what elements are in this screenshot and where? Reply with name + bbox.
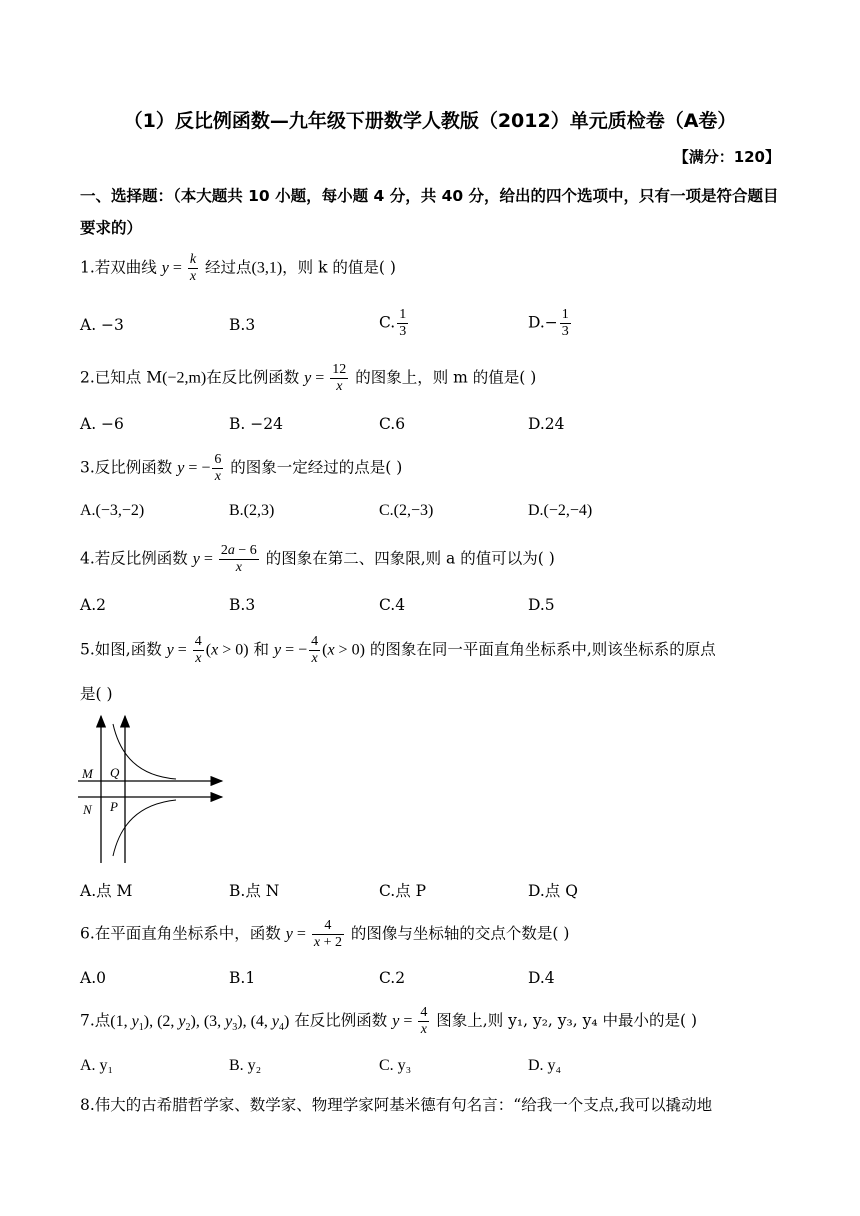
q5-option-a[interactable]: A.点 M xyxy=(80,882,133,900)
q7-option-d[interactable]: D. y₄ xyxy=(528,1057,562,1074)
q3-option-d[interactable]: D.(−2,−4) xyxy=(528,502,593,519)
question-1: 1.若双曲线 y = $\frac{k}{x}$ 经过点(3,1)，则 k 的值是( ) xyxy=(80,252,396,284)
question-6: 6.在平面直角坐标系中，函数 y = $\frac{4}{x + 2}$ 的图像与坐标轴的交点个数是( ) xyxy=(80,918,570,950)
q7-option-a[interactable]: A. y₁ xyxy=(80,1057,114,1074)
q1-option-c[interactable]: C. $\frac{1}{3}$ xyxy=(379,307,407,339)
q4-option-a[interactable]: A.2 xyxy=(80,596,106,614)
label-p: P xyxy=(110,799,118,814)
q4-option-b[interactable]: B.3 xyxy=(229,596,256,614)
q2-option-c[interactable]: C.6 xyxy=(379,415,406,433)
q2-option-b[interactable]: B. −24 xyxy=(229,415,283,433)
q7-option-b[interactable]: B. y₂ xyxy=(229,1057,262,1074)
question-7: 7.点(1, $y_1$), (2, $y_2$), (3, $y_3$), (4, $y_4$) 在反比例函数 y = $\frac{4}{x}$ 图象上,则 y₁, y₂, y₃, y₄ 中最小的是( ) xyxy=(80,1005,698,1037)
question-8: 8.伟大的古希腊哲学家、数学家、物理学家阿基米德有句名言：“给我一个支点,我可以撬动地 xyxy=(80,1096,713,1114)
hyperbola-lower xyxy=(113,800,176,856)
q7-option-c[interactable]: C. y₃ xyxy=(379,1057,412,1074)
q5-option-c[interactable]: C.点 P xyxy=(379,882,427,900)
q6-option-a[interactable]: A.0 xyxy=(80,969,106,987)
label-n: N xyxy=(83,802,92,817)
q2-option-a[interactable]: A. −6 xyxy=(80,415,124,433)
q3-option-b[interactable]: B.(2,3) xyxy=(229,502,275,519)
full-score: 【满分：120】 xyxy=(673,148,780,166)
q6-option-c[interactable]: C.2 xyxy=(379,969,406,987)
question-5: 5.如图,函数 y = $\frac{4}{x}$ (x > 0) 和 y = − $\frac{4}{x}$ (x > 0) 的图象在同一平面直角坐标系中,则该坐标系的原点 xyxy=(80,634,716,666)
q2-option-d[interactable]: D.24 xyxy=(528,415,565,433)
q5-option-d[interactable]: D.点 Q xyxy=(528,882,578,900)
q1-option-b[interactable]: B.3 xyxy=(229,316,256,334)
label-q: Q xyxy=(110,765,120,780)
q5-figure xyxy=(76,710,226,870)
q1-option-a[interactable]: A. −3 xyxy=(80,316,124,334)
q4-option-d[interactable]: D.5 xyxy=(528,596,555,614)
q3-option-a[interactable]: A.(−3,−2) xyxy=(80,502,145,519)
q4-option-c[interactable]: C.4 xyxy=(379,596,406,614)
question-5-line2: 是( ) xyxy=(80,685,113,703)
question-4: 4.若反比例函数 y = $\frac{2a - 6}{x}$ 的图象在第二、四象限,则 a 的值可以为( ) xyxy=(80,543,555,575)
q5-option-b[interactable]: B.点 N xyxy=(229,882,280,900)
label-m: M xyxy=(82,766,93,781)
q3-option-c[interactable]: C.(2,−3) xyxy=(379,502,434,519)
q1-option-d[interactable]: D.− $\frac{1}{3}$ xyxy=(528,307,569,339)
page-title: （1）反比例函数—九年级下册数学人教版（2012）单元质检卷（A卷） xyxy=(123,110,737,132)
hyperbola-upper xyxy=(113,724,176,779)
section-heading: 一、选择题：（本大题共 10 小题，每小题 4 分，共 40 分，给出的四个选项中，只有一项是符合题目要求的） xyxy=(80,187,779,237)
q6-option-d[interactable]: D.4 xyxy=(528,969,555,987)
question-3: 3.反比例函数 y = − $\frac{6}{x}$ 的图象一定经过的点是( ) xyxy=(80,452,403,484)
q6-option-b[interactable]: B.1 xyxy=(229,969,256,987)
question-2: 2.已知点 M(−2,m)在反比例函数 y = $\frac{12}{x}$ 的图象上，则 m 的值是( ) xyxy=(80,362,537,394)
